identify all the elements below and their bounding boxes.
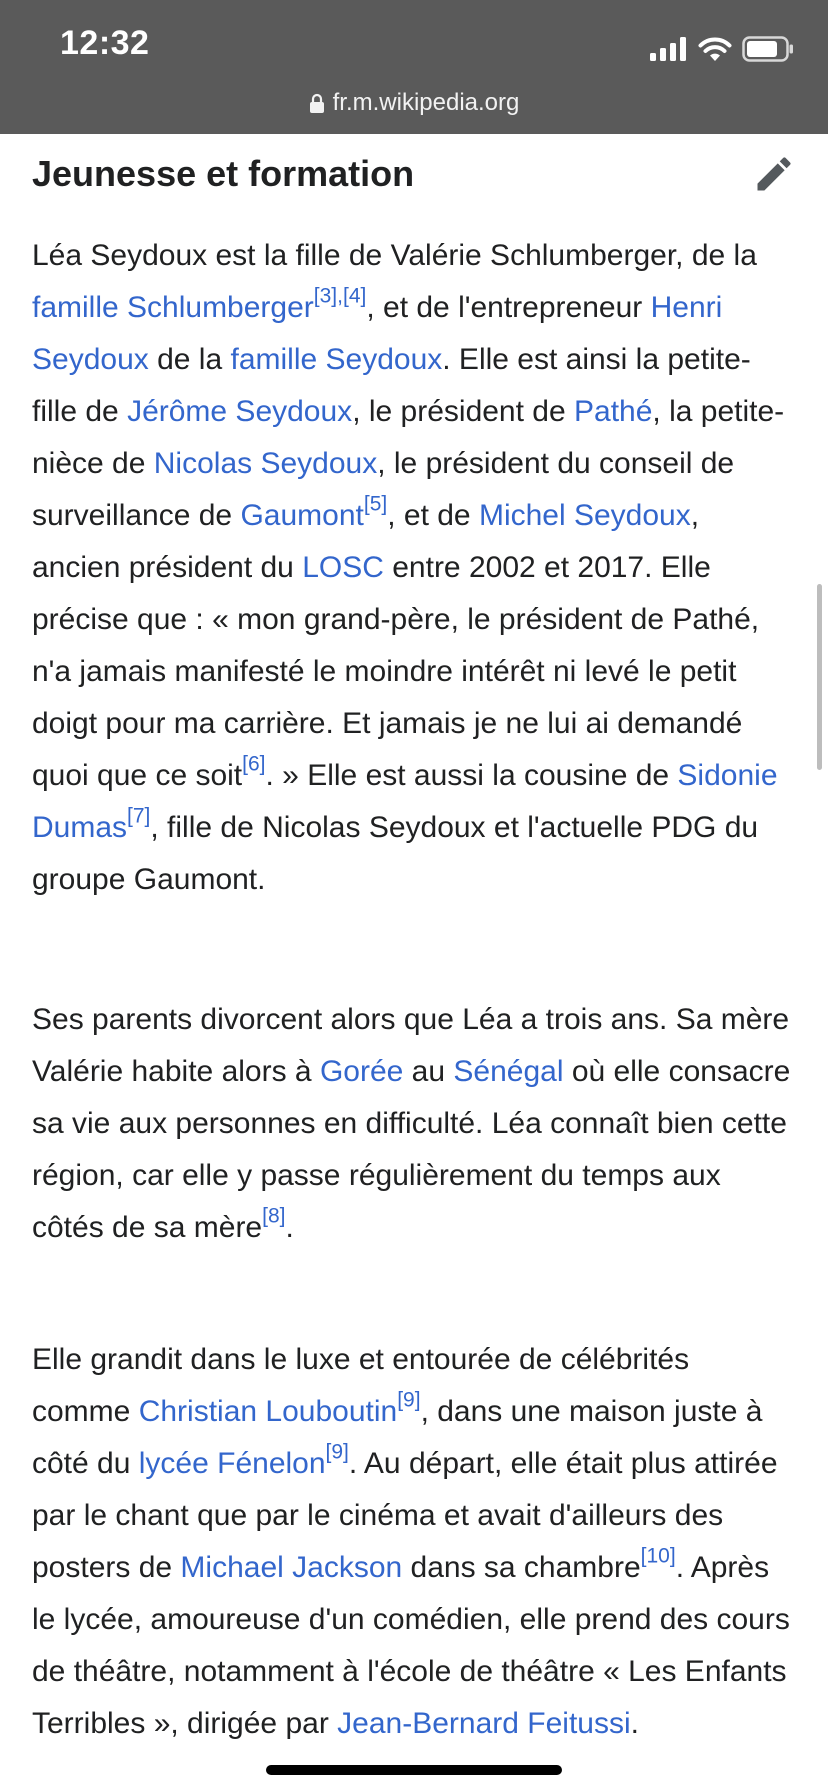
text: , et de l'entrepreneur	[366, 291, 651, 324]
text: . Au départ, elle était plus attirée par le chant que par le cinéma et avait d'ailleurs des posters de	[32, 1447, 778, 1584]
status-time: 12:32	[60, 24, 150, 62]
reference-9[interactable]: [9]	[397, 1388, 421, 1412]
text: Léa Seydoux est la fille de Valérie Schlumberger, de la	[32, 239, 757, 272]
text: entre 2002 et 2017. Elle précise que : « mon grand-père, le président de Pathé, n'a jamais manifesté le moindre intérêt ni levé le petit doigt pour ma carrière. Et jamais je ne lui ai demandé quoi que ce soit	[32, 551, 760, 792]
link-sidonie-dumas[interactable]: Sidonie Dumas	[32, 759, 778, 844]
paragraph-1	[32, 230, 792, 906]
text: au	[403, 1055, 454, 1088]
status-icons	[650, 36, 794, 62]
link-lycee-fenelon[interactable]: lycée Fénelon	[138, 1447, 326, 1480]
text: où elle consacre sa vie aux personnes en difficulté. Léa connaît bien cette région, car elle y passe régulièrement du temps aux côtés de sa mère	[32, 1055, 791, 1244]
section-heading: Jeunesse et formation	[32, 153, 415, 194]
address-bar[interactable]	[0, 86, 828, 120]
text: Ses parents divorcent alors que Léa a trois ans. Sa mère Valérie habite alors à	[32, 1003, 790, 1088]
reference-4[interactable]: [4]	[342, 284, 367, 308]
text: de la	[148, 343, 231, 376]
wifi-icon	[698, 36, 732, 62]
reference-5[interactable]: [5]	[363, 492, 388, 516]
status-bar	[0, 0, 828, 134]
text: . Après le lycée, amoureuse d'un comédien, elle prend des cours de théâtre, notamment à l'école de théâtre « Les Enfants Terribles », dirigée par	[32, 1551, 790, 1740]
scroll-indicator[interactable]	[817, 584, 822, 770]
link-michael-jackson[interactable]: Michael Jackson	[180, 1551, 403, 1584]
text: , dans une maison juste à côté du	[32, 1395, 763, 1480]
reference-9[interactable]: [9]	[325, 1440, 349, 1464]
reference-8[interactable]: [8]	[262, 1204, 286, 1228]
home-indicator[interactable]	[266, 1765, 562, 1775]
text: , fille de Nicolas Seydoux et l'actuelle PDG du groupe Gaumont.	[32, 811, 759, 896]
link-famille-schlumberger[interactable]: famille Schlumberger	[32, 291, 314, 324]
link-gaumont[interactable]: Gaumont	[240, 499, 364, 532]
paragraph-3	[32, 1334, 792, 1750]
text: , et de	[387, 499, 479, 532]
reference-7[interactable]: [7]	[127, 804, 151, 828]
text: Elle grandit dans le luxe et entourée de célébrités comme	[32, 1343, 690, 1428]
text: .	[285, 1211, 294, 1244]
text: , ancien président du	[32, 499, 700, 584]
text: , le président du conseil de surveillance de	[32, 447, 735, 532]
link-christian-louboutin[interactable]: Christian Louboutin	[138, 1395, 398, 1428]
article-content	[0, 134, 828, 1792]
paragraph-2	[32, 994, 792, 1254]
pencil-icon[interactable]	[752, 152, 796, 196]
link-pathe[interactable]: Pathé	[574, 395, 653, 428]
link-goree[interactable]: Gorée	[319, 1055, 404, 1088]
battery-icon	[742, 36, 794, 62]
link-famille-seydoux[interactable]: famille Seydoux	[230, 343, 443, 376]
text: .	[630, 1707, 639, 1740]
link-henri-seydoux[interactable]: Henri Seydoux	[32, 291, 723, 376]
text: . » Elle est aussi la cousine de	[265, 759, 678, 792]
link-jean-bernard-feitussi[interactable]: Jean-Bernard Feitussi	[337, 1707, 631, 1740]
reference-separator: ,	[337, 284, 343, 308]
text: , la petite-nièce de	[32, 395, 785, 480]
link-senegal[interactable]: Sénégal	[453, 1055, 564, 1088]
link-michel-seydoux[interactable]: Michel Seydoux	[478, 499, 691, 532]
text: , le président de	[352, 395, 574, 428]
url-text[interactable]: fr.m.wikipedia.org	[332, 89, 520, 116]
link-losc[interactable]: LOSC	[302, 551, 384, 584]
link-jerome-seydoux[interactable]: Jérôme Seydoux	[127, 395, 353, 428]
reference-6[interactable]: [6]	[242, 752, 266, 776]
reference-10[interactable]: [10]	[640, 1544, 676, 1568]
cellular-signal-icon	[650, 37, 688, 61]
lock-icon	[309, 93, 325, 113]
text: dans sa chambre	[402, 1551, 641, 1584]
reference-3[interactable]: [3]	[313, 284, 338, 308]
link-nicolas-seydoux[interactable]: Nicolas Seydoux	[153, 447, 378, 480]
text: . Elle est ainsi la petite-fille de	[32, 343, 751, 428]
